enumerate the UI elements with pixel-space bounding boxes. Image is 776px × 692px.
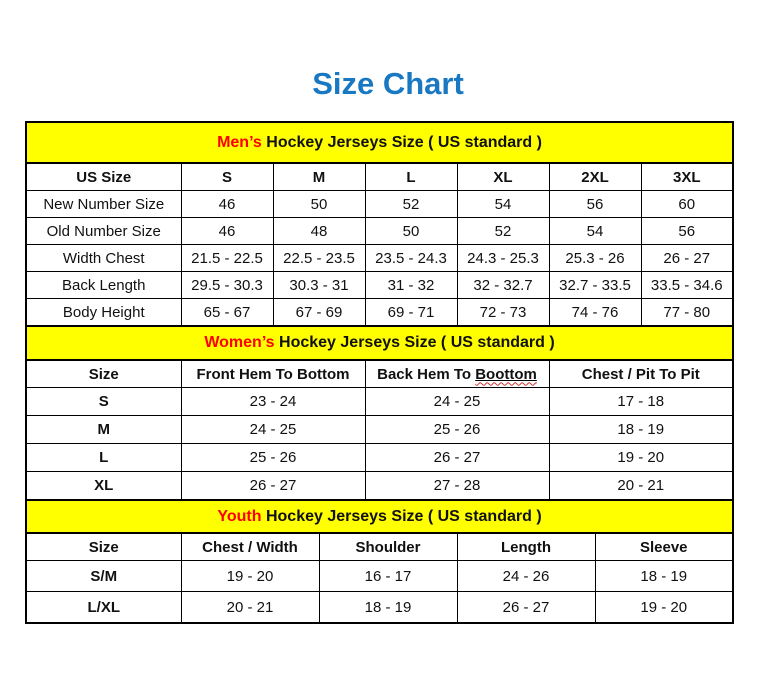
youth-size-table <box>25 499 734 624</box>
mens-column-header-row <box>26 163 733 191</box>
page-title: Size Chart <box>312 66 464 101</box>
mens-section-header <box>26 122 733 163</box>
size-value-cell: 18 - 19 <box>549 416 733 444</box>
row-label: S/M <box>26 561 181 592</box>
youth-column-header-row <box>26 533 733 561</box>
size-value-cell: 18 - 19 <box>319 592 457 624</box>
youth-section-header-row <box>26 500 733 533</box>
size-value-cell: 33.5 - 34.6 <box>641 272 733 299</box>
column-header-sleeve: Sleeve <box>595 533 733 561</box>
size-value-cell: 26 - 27 <box>457 592 595 624</box>
back-hem-prefix: Back Hem To <box>377 365 476 383</box>
size-value-cell: 54 <box>549 218 641 245</box>
table-row-womens-l <box>26 444 733 472</box>
youth-header-accent: Youth <box>217 507 262 525</box>
youth-header-text: Hockey Jerseys Size ( US standard ) <box>261 507 542 525</box>
size-value-cell: 26 - 27 <box>181 472 365 501</box>
size-value-cell: 50 <box>365 218 457 245</box>
womens-section-header-row <box>26 326 733 360</box>
column-header-3xl: 3XL <box>641 163 733 191</box>
size-value-cell: 24.3 - 25.3 <box>457 245 549 272</box>
size-value-cell: 52 <box>365 191 457 218</box>
size-value-cell: 31 - 32 <box>365 272 457 299</box>
size-value-cell: 77 - 80 <box>641 299 733 327</box>
size-value-cell: 74 - 76 <box>549 299 641 327</box>
row-label: L/XL <box>26 592 181 624</box>
mens-header-accent: Men’s <box>217 133 262 151</box>
row-label: M <box>26 416 181 444</box>
size-value-cell: 20 - 21 <box>181 592 319 624</box>
size-value-cell: 19 - 20 <box>549 444 733 472</box>
size-value-cell: 30.3 - 31 <box>273 272 365 299</box>
size-value-cell: 24 - 26 <box>457 561 595 592</box>
womens-header-text: Hockey Jerseys Size ( US standard ) <box>274 334 555 351</box>
table-row-new-number-size <box>26 191 733 218</box>
size-value-cell: 26 - 27 <box>365 444 549 472</box>
size-value-cell: 32 - 32.7 <box>457 272 549 299</box>
table-row-width-chest <box>26 245 733 272</box>
column-header-chest-width: Chest / Width <box>181 533 319 561</box>
womens-column-header-row <box>26 360 733 388</box>
table-row-old-number-size <box>26 218 733 245</box>
column-header-m: M <box>273 163 365 191</box>
table-row-youth-lxl <box>26 592 733 624</box>
womens-section-header <box>26 326 733 360</box>
size-value-cell: 20 - 21 <box>549 472 733 501</box>
womens-header-accent: Women’s <box>204 334 275 351</box>
table-row-womens-s <box>26 388 733 416</box>
column-header-front-hem: Front Hem To Bottom <box>181 360 365 388</box>
row-label: Width Chest <box>26 245 181 272</box>
size-value-cell: 27 - 28 <box>365 472 549 501</box>
column-header-s: S <box>181 163 273 191</box>
row-label: Body Height <box>26 299 181 327</box>
misspelled-word-underline <box>475 366 537 383</box>
size-value-cell: 19 - 20 <box>595 592 733 624</box>
size-value-cell: 18 - 19 <box>595 561 733 592</box>
size-value-cell: 46 <box>181 191 273 218</box>
row-label: L <box>26 444 181 472</box>
size-value-cell: 19 - 20 <box>181 561 319 592</box>
size-value-cell: 65 - 67 <box>181 299 273 327</box>
size-value-cell: 72 - 73 <box>457 299 549 327</box>
size-value-cell: 26 - 27 <box>641 245 733 272</box>
row-label: XL <box>26 472 181 501</box>
size-value-cell: 56 <box>549 191 641 218</box>
column-header-length: Length <box>457 533 595 561</box>
size-value-cell: 52 <box>457 218 549 245</box>
size-value-cell: 67 - 69 <box>273 299 365 327</box>
size-value-cell: 16 - 17 <box>319 561 457 592</box>
column-header-chest-pit: Chest / Pit To Pit <box>549 360 733 388</box>
size-value-cell: 48 <box>273 218 365 245</box>
row-label: Old Number Size <box>26 218 181 245</box>
table-row-youth-sm <box>26 561 733 592</box>
size-value-cell: 25 - 26 <box>365 416 549 444</box>
row-label: S <box>26 388 181 416</box>
size-value-cell: 24 - 25 <box>181 416 365 444</box>
size-value-cell: 56 <box>641 218 733 245</box>
column-header-back-hem <box>365 360 549 388</box>
size-value-cell: 23 - 24 <box>181 388 365 416</box>
size-value-cell: 29.5 - 30.3 <box>181 272 273 299</box>
size-value-cell: 25.3 - 26 <box>549 245 641 272</box>
column-header-us-size: US Size <box>26 163 181 191</box>
size-value-cell: 24 - 25 <box>365 388 549 416</box>
mens-header-text: Hockey Jerseys Size ( US standard ) <box>261 133 542 151</box>
size-value-cell: 50 <box>273 191 365 218</box>
size-value-cell: 46 <box>181 218 273 245</box>
column-header-2xl: 2XL <box>549 163 641 191</box>
table-row-womens-xl <box>26 472 733 501</box>
table-row-womens-m <box>26 416 733 444</box>
table-row-body-height <box>26 299 733 327</box>
size-value-cell: 21.5 - 22.5 <box>181 245 273 272</box>
misspelled-word: Boottom <box>475 365 537 383</box>
youth-section-header <box>26 500 733 533</box>
size-value-cell: 69 - 71 <box>365 299 457 327</box>
table-row-back-length <box>26 272 733 299</box>
size-value-cell: 60 <box>641 191 733 218</box>
size-value-cell: 22.5 - 23.5 <box>273 245 365 272</box>
column-header-size: Size <box>26 360 181 388</box>
mens-section-header-row <box>26 122 733 163</box>
row-label: New Number Size <box>26 191 181 218</box>
column-header-shoulder: Shoulder <box>319 533 457 561</box>
womens-size-table <box>25 325 734 501</box>
row-label: Back Length <box>26 272 181 299</box>
mens-size-table <box>25 121 734 327</box>
column-header-l: L <box>365 163 457 191</box>
column-header-xl: XL <box>457 163 549 191</box>
column-header-size: Size <box>26 533 181 561</box>
size-value-cell: 32.7 - 33.5 <box>549 272 641 299</box>
size-value-cell: 25 - 26 <box>181 444 365 472</box>
size-value-cell: 17 - 18 <box>549 388 733 416</box>
size-value-cell: 23.5 - 24.3 <box>365 245 457 272</box>
size-value-cell: 54 <box>457 191 549 218</box>
